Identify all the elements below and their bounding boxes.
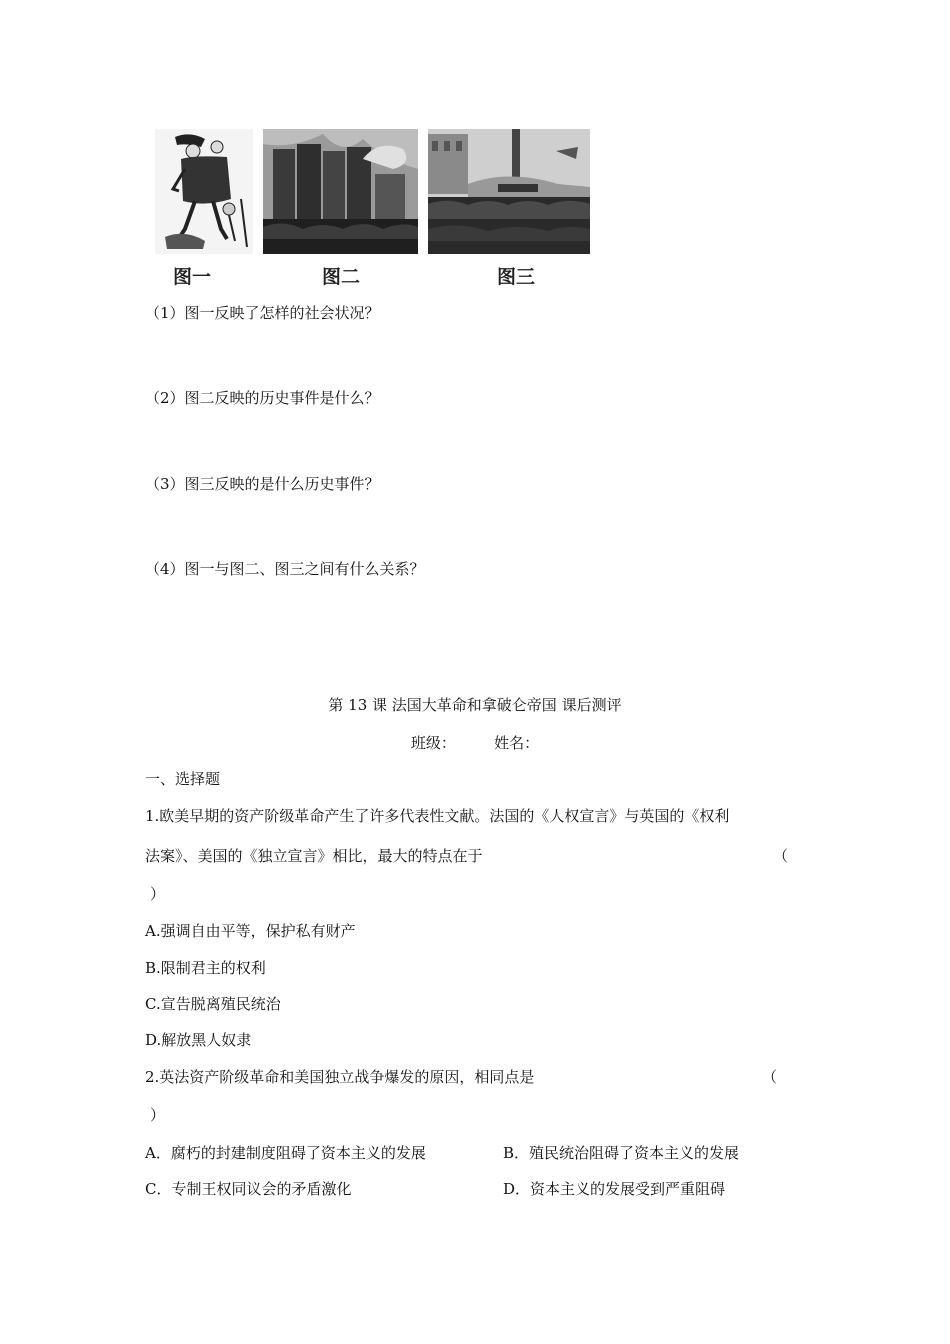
q1-paren-close: ） bbox=[150, 885, 166, 903]
figure-three-caption: 图三 bbox=[497, 266, 536, 288]
question-two: （2）图二反映的历史事件是什么？ bbox=[145, 389, 380, 407]
q2-option-d: D．资本主义的发展受到严重阻碍 bbox=[503, 1180, 726, 1198]
q1-option-d: D.解放黑人奴隶 bbox=[145, 1031, 252, 1049]
q2-option-b: B．殖民统治阻碍了资本主义的发展 bbox=[503, 1144, 740, 1162]
question-four: （4）图一与图二、图三之间有什么关系？ bbox=[145, 560, 425, 578]
figure-two-caption: 图二 bbox=[322, 266, 361, 288]
lesson-title: 第 13 课 法国大革命和拿破仑帝国 课后测评 bbox=[328, 696, 622, 714]
q1-stem-line2: 法案》、美国的《独立宣言》相比，最大的特点在于 bbox=[145, 847, 483, 865]
q2-paren-close: ） bbox=[150, 1106, 166, 1124]
q1-option-a: A.强调自由平等，保护私有财产 bbox=[145, 922, 356, 940]
section-heading: 一、选择题 bbox=[145, 770, 221, 788]
class-name-line: 班级： 姓名： bbox=[410, 734, 540, 752]
q2-stem: 2.英法资产阶级革命和美国独立战争爆发的原因，相同点是 bbox=[145, 1068, 535, 1086]
q1-stem-line1: 1.欧美早期的资产阶级革命产生了许多代表性文献。法国的《人权宣言》与英国的《权利 bbox=[145, 807, 730, 825]
figure-three-image bbox=[428, 129, 590, 254]
q2-paren-open: （ bbox=[762, 1068, 778, 1086]
q2-option-c: C．专制王权同议会的矛盾激化 bbox=[145, 1180, 352, 1198]
q1-paren-open: （ bbox=[773, 847, 789, 865]
q2-option-a: A．腐朽的封建制度阻碍了资本主义的发展 bbox=[145, 1144, 426, 1162]
question-one: （1）图一反映了怎样的社会状况？ bbox=[145, 304, 380, 322]
question-three: （3）图三反映的是什么历史事件？ bbox=[145, 475, 380, 493]
figure-one-caption: 图一 bbox=[173, 266, 212, 288]
q1-option-c: C.宣告脱离殖民统治 bbox=[145, 995, 281, 1013]
figure-one-image bbox=[155, 129, 253, 254]
q1-option-b: B.限制君主的权利 bbox=[145, 959, 266, 977]
figure-two-image bbox=[263, 129, 418, 254]
